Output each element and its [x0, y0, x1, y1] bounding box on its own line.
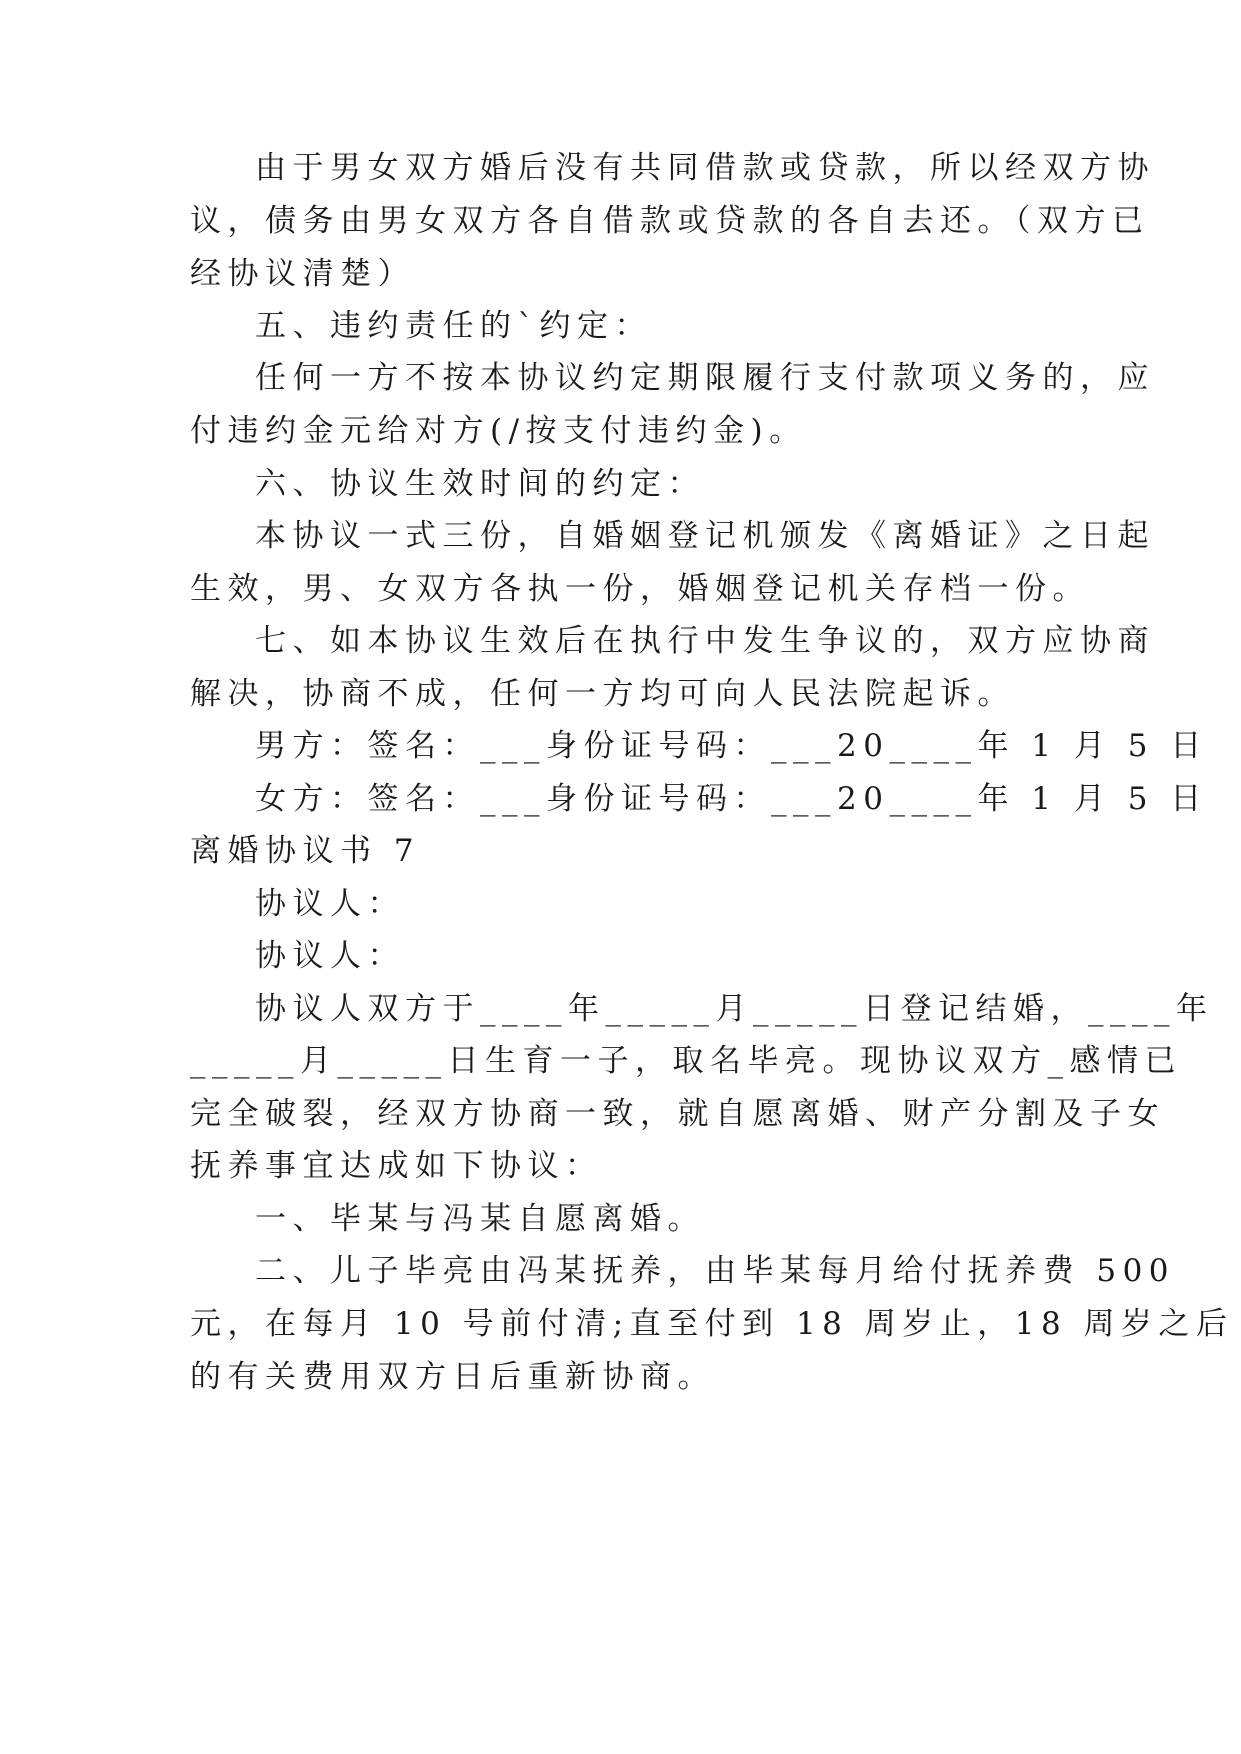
paragraph-effective-line-1: 本协议一式三份，自婚姻登记机颁发《离婚证》之日起	[255, 518, 1155, 554]
paragraph-intro-line-1: 协议人双方于____年_____月_____日登记结婚，____年	[255, 991, 1214, 1027]
paragraph-debt-line-2: 议，债务由男女双方各自借款或贷款的各自去还。（双方已	[190, 203, 1150, 239]
paragraph-intro-line-4: 抚养事宜达成如下协议：	[190, 1148, 603, 1184]
paragraph-dispute-line-2: 解决，协商不成，任何一方均可向人民法院起诉。	[190, 676, 1015, 712]
paragraph-intro-line-3: 完全破裂，经双方协商一致，就自愿离婚、财产分割及子女	[190, 1096, 1165, 1132]
paragraph-debt-line-1: 由于男女双方婚后没有共同借款或贷款，所以经双方协	[255, 150, 1155, 186]
paragraph-dispute-line-1: 七、如本协议生效后在执行中发生争议的，双方应协商	[255, 623, 1155, 659]
clause-2-line-3: 的有关费用双方日后重新协商。	[190, 1359, 715, 1395]
paragraph-breach-line-1: 任何一方不按本协议约定期限履行支付款项义务的，应	[255, 360, 1155, 396]
clause-1-divorce: 一、毕某与冯某自愿离婚。	[255, 1201, 705, 1237]
signature-line-female: 女方：签名：___身份证号码：___20____年 1 月 5 日	[255, 781, 1208, 817]
document-heading-agreement-7: 离婚协议书 7	[190, 833, 421, 869]
paragraph-intro-line-2: _____月_____日生育一子，取名毕亮。现协议双方_感情已	[190, 1043, 1182, 1079]
paragraph-breach-line-2: 付违约金元给对方(/按支付违约金)。	[190, 413, 807, 449]
party-label-1: 协议人：	[255, 886, 405, 922]
paragraph-debt-line-3: 经协议清楚）	[190, 256, 415, 292]
clause-2-line-1: 二、儿子毕亮由冯某抚养，由毕某每月给付抚养费 500	[255, 1253, 1176, 1289]
party-label-2: 协议人：	[255, 938, 405, 974]
section-heading-effective: 六、协议生效时间的约定：	[255, 466, 705, 502]
clause-2-line-2: 元，在每月 10 号前付清;直至付到 18 周岁止，18 周岁之后	[190, 1306, 1234, 1342]
paragraph-effective-line-2: 生效，男、女双方各执一份，婚姻登记机关存档一份。	[190, 571, 1090, 607]
signature-line-male: 男方：签名：___身份证号码：___20____年 1 月 5 日	[255, 728, 1208, 764]
section-heading-breach: 五、违约责任的`约定：	[255, 308, 652, 344]
